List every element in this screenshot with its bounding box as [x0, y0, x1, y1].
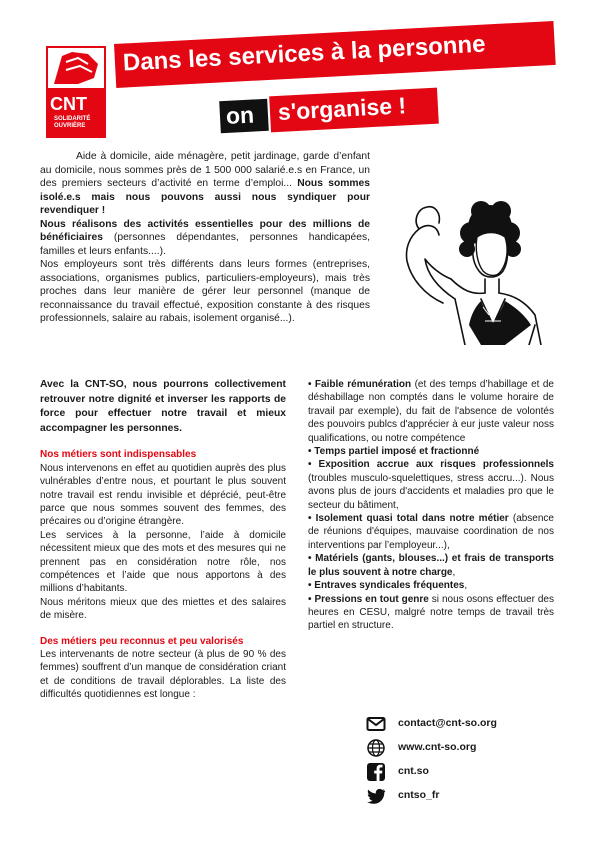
difficulty-bullet [308, 445, 554, 458]
contact-item[interactable] [366, 714, 566, 736]
contact-item[interactable] [366, 738, 566, 760]
bold-text: Nous sommes isolé.e.s mais nous pouvons aussi nous syndiquer pour revendiquer ! [40, 178, 370, 216]
contact-text[interactable]: www.cnt-so.org [398, 741, 477, 753]
title-banner-on [219, 99, 269, 133]
logo-name: CNT [50, 94, 87, 114]
intro-paragraph [40, 258, 370, 326]
difficulty-bullet [308, 593, 554, 633]
left-column [40, 378, 286, 702]
twitter-icon [366, 786, 386, 806]
bullet-text: , [464, 580, 468, 592]
contact-item[interactable] [366, 762, 566, 784]
difficulty-bullet [308, 512, 554, 552]
lead-paragraph: Avec la CNT-SO, nous pourrons collectivement retrouver notre dignité et inverser les rapports de force pour effectuer notre travail et mieux accompagner les personnes. [40, 379, 286, 434]
bold-text: Nous réalisons des activités essentielles pour des millions de bénéficiaires [40, 218, 370, 243]
bullet-text: si nous osons effectuer des heures en CESU, malgré notre temps de travail très partiel en structure. [308, 593, 554, 632]
right-column [308, 378, 554, 633]
bullet-heading: • Matériels (gants, blouses...) et frais de transports le plus souvent à notre charge [308, 553, 554, 578]
difficulty-bullet [308, 458, 554, 512]
title-line-2: s'organise ! [277, 92, 407, 125]
difficulty-bullet [308, 552, 554, 579]
body-paragraph: Les intervenants de notre secteur (à plus de 90 % des femmes) souffrent d’un manque de considération criant et de conditions de travail déplorables. La liste des difficultés quotidiennes est longue : [40, 649, 286, 701]
facebook-icon [366, 762, 386, 782]
text-run: Aide à domicile, aide ménagère, petit jardinage, garde d’enfant au domicile, nous sommes près de 1 500 000 salarié.e.s en France, un des premiers secteurs d’activité en terme d’emploi... [40, 151, 370, 189]
body-paragraph: Les services à la personne, l’aide à domicile nécessitent mieux que des mots et des mesures qui ne prennent pas en considération notre rôle, nos compétences et l’aide que nous apportons à des millions d’habitants. [40, 529, 286, 595]
contact-item[interactable] [366, 786, 566, 808]
woman-flexing-illustration [385, 175, 555, 345]
bullet-heading: • Temps partiel imposé et fractionné [308, 446, 480, 458]
bullet-text: , [452, 566, 456, 578]
section-heading: Nos métiers sont indispensables [40, 449, 197, 461]
body-paragraph: Nous intervenons en effet au quotidien auprès des plus vulnérables d’entre nous, et pourtant le plus souvent notre travail est rendu invisible et déprécié, peut-être parce que nous sommes souvent des femmes, des précaires ou d’origine étrangère. [40, 462, 286, 528]
intro-paragraph [40, 218, 370, 259]
bullet-heading: • Isolement quasi total dans notre métier [308, 513, 509, 525]
globe-icon [366, 738, 386, 758]
bullet-text: (et des temps d’habillage et de déshabillage non comptés dans le volume horaire de travail par exemple), du fait de l'absence de volontés des pouvoirs publcs d'apprécier à eur juste valeur noss qualifications, ou notre compétence [308, 379, 554, 444]
mail-icon [366, 714, 386, 734]
logo-tagline: SOLIDARITÉ OUVRIÈRE [54, 116, 91, 129]
bullet-heading: • Faible rémunération [308, 379, 412, 390]
title-line-1: Dans les services à la personne [122, 30, 487, 77]
contact-text[interactable]: contact@cnt-so.org [398, 717, 497, 729]
intro-paragraph [40, 150, 370, 218]
contact-text[interactable]: cnt.so [398, 765, 429, 777]
raised-fist-emblem [46, 46, 106, 90]
bullet-heading: • Pressions en tout genre [308, 593, 429, 605]
section-heading: Des métiers peu reconnus et peu valorisés [40, 635, 244, 647]
title-banner-2 [269, 88, 439, 133]
body-paragraph: Nous méritons mieux que des miettes et des salaires de misère. [40, 596, 286, 622]
difficulty-bullet [308, 579, 554, 592]
text-run: Nos employeurs sont très différents dans leurs formes (entreprises, associations, organismes publics, particuliers-employeurs), mais très proches dans leur manière de gérer leur personnel (manque de reconnaissance du travail effectué, exposition constante à des risques professionnels, salaire au rabais, isolement organisé...). [40, 259, 370, 324]
title-banner-1 [114, 21, 556, 88]
bullet-text: (troubles musculo-squelettiques, stress accru...). Nous avons plus de jours d'accidents et maladies pro que le secteur du bâtiment, [308, 472, 554, 511]
text-run: (personnes dépendantes, personnes handicapées, familles et leurs enfants....). [40, 232, 370, 257]
difficulty-bullet [308, 378, 554, 445]
contact-text[interactable]: cntso_fr [398, 789, 440, 801]
bullet-heading: • Exposition accrue aux risques professionnels [308, 459, 554, 471]
bullet-text: (absence de réunions d'équipes, mauvaise coordination de nos interventions par l’employeur...), [308, 513, 554, 551]
intro-text [40, 150, 370, 326]
cnt-logo [46, 46, 106, 138]
title-on: on [225, 101, 255, 129]
bullet-heading: • Entraves syndicales fréquentes [308, 580, 465, 592]
